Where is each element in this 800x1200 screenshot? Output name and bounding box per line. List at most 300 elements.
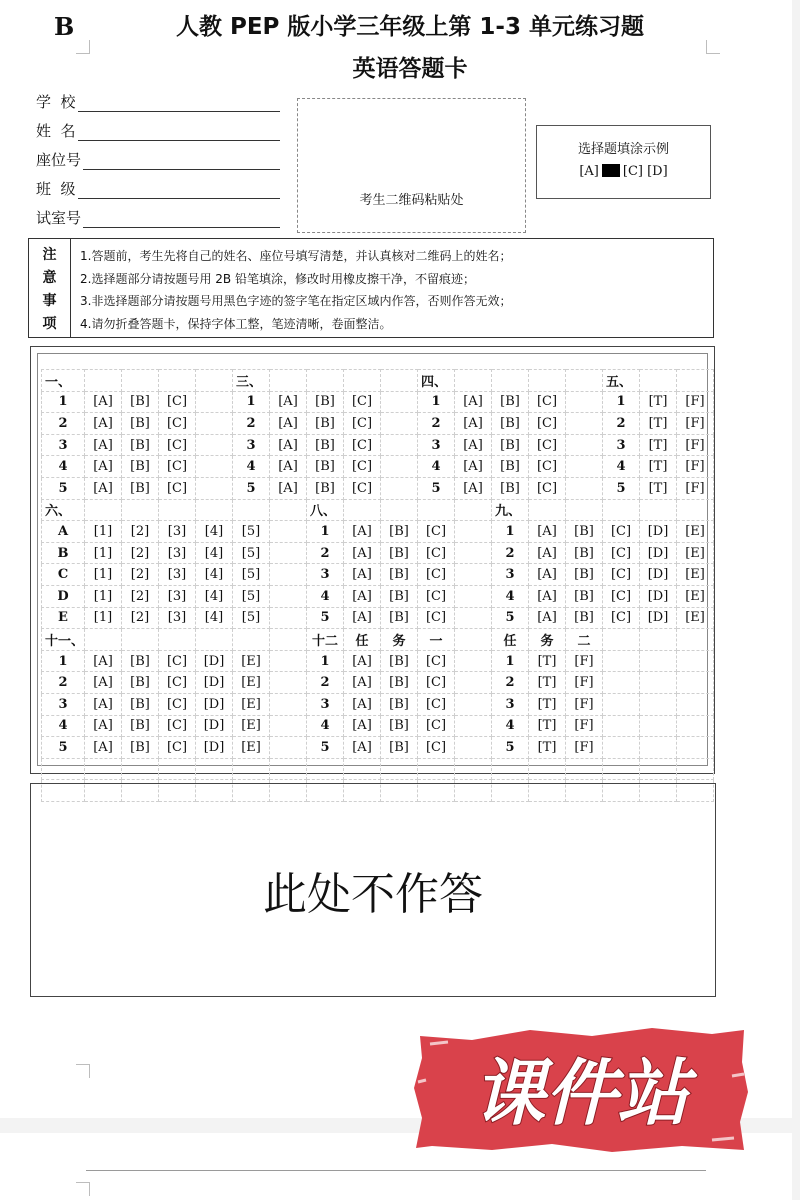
answer-bubble[interactable]: [B] (566, 521, 603, 543)
answer-bubble[interactable]: [F] (566, 672, 603, 694)
answer-bubble[interactable]: [C] (603, 564, 640, 586)
seat-number-field[interactable] (36, 146, 286, 170)
answer-bubble[interactable]: [5] (233, 585, 270, 607)
answer-bubble[interactable]: [C] (418, 672, 455, 694)
question-number: B (42, 542, 85, 564)
empty-cell (455, 585, 492, 607)
answer-bubble[interactable]: [3] (159, 542, 196, 564)
answer-bubble[interactable]: [A] (344, 693, 381, 715)
answer-bubble[interactable]: [4] (196, 607, 233, 629)
question-number: 3 (492, 564, 529, 586)
empty-cell (455, 542, 492, 564)
answer-bubble[interactable]: [T] (529, 693, 566, 715)
answer-bubble[interactable]: [A] (344, 737, 381, 759)
answer-bubble[interactable]: [C] (344, 434, 381, 456)
empty-cell (455, 650, 492, 672)
crop-mark (76, 1064, 90, 1078)
answer-bubble[interactable]: [B] (381, 585, 418, 607)
answer-bubble[interactable]: [A] (344, 715, 381, 737)
empty-cell (196, 434, 233, 456)
question-number: 2 (492, 542, 529, 564)
watermark-text: 课件站 (472, 1051, 690, 1135)
answer-bubble[interactable]: [4] (196, 585, 233, 607)
answer-bubble[interactable]: [E] (233, 693, 270, 715)
empty-cell (196, 499, 233, 521)
answer-bubble[interactable]: [B] (492, 456, 529, 478)
question-number: 4 (307, 715, 344, 737)
answer-bubble[interactable]: [A] (85, 650, 122, 672)
answer-bubble[interactable]: [D] (196, 672, 233, 694)
answer-grid-row (42, 521, 714, 543)
answer-bubble[interactable]: [F] (677, 456, 714, 478)
answer-bubble[interactable]: [F] (566, 737, 603, 759)
answer-bubble[interactable]: [F] (566, 715, 603, 737)
answer-bubble[interactable]: [C] (603, 542, 640, 564)
answer-bubble[interactable]: [1] (85, 585, 122, 607)
answer-bubble[interactable]: [B] (122, 456, 159, 478)
answer-bubble[interactable]: [A] (529, 542, 566, 564)
answer-bubble[interactable]: [T] (529, 672, 566, 694)
answer-bubble[interactable]: [C] (344, 477, 381, 499)
question-number: 1 (42, 391, 85, 413)
answer-bubble[interactable]: [E] (677, 542, 714, 564)
answer-bubble[interactable]: [D] (640, 585, 677, 607)
answer-bubble[interactable]: [B] (492, 413, 529, 435)
answer-bubble[interactable]: [3] (159, 585, 196, 607)
empty-cell (344, 758, 381, 780)
question-number: 5 (603, 477, 640, 499)
answer-bubble[interactable]: [C] (418, 693, 455, 715)
empty-cell (233, 629, 270, 651)
school-field[interactable] (36, 88, 286, 112)
empty-cell (529, 758, 566, 780)
answer-bubble[interactable]: [2] (122, 542, 159, 564)
answer-bubble[interactable]: [T] (640, 434, 677, 456)
empty-cell (640, 672, 677, 694)
answer-bubble[interactable]: [C] (159, 715, 196, 737)
answer-bubble[interactable]: [T] (640, 456, 677, 478)
question-number: 4 (418, 456, 455, 478)
question-number: 2 (42, 413, 85, 435)
question-number: A (42, 521, 85, 543)
next-page-rule (86, 1170, 706, 1171)
empty-cell (603, 737, 640, 759)
answer-bubble[interactable]: [B] (122, 434, 159, 456)
field-underline (78, 123, 280, 141)
empty-cell (122, 370, 159, 392)
answer-bubble[interactable]: [C] (159, 391, 196, 413)
answer-bubble[interactable]: [D] (640, 607, 677, 629)
class-field[interactable] (36, 175, 286, 199)
answer-bubble[interactable]: [C] (159, 650, 196, 672)
answer-bubble[interactable]: [C] (344, 413, 381, 435)
answer-bubble[interactable]: [C] (159, 737, 196, 759)
question-number: 5 (418, 477, 455, 499)
answer-bubble[interactable]: [C] (159, 413, 196, 435)
answer-bubble[interactable]: [F] (566, 650, 603, 672)
answer-bubble[interactable]: [C] (159, 477, 196, 499)
answer-bubble[interactable]: [T] (529, 737, 566, 759)
empty-cell (381, 499, 418, 521)
answer-bubble[interactable]: [B] (122, 650, 159, 672)
answer-bubble[interactable]: [C] (418, 564, 455, 586)
answer-bubble[interactable]: [B] (566, 607, 603, 629)
answer-bubble[interactable]: [D] (196, 650, 233, 672)
question-number: 5 (42, 477, 85, 499)
empty-cell (196, 370, 233, 392)
answer-grid-row (42, 650, 714, 672)
answer-bubble[interactable]: [F] (677, 413, 714, 435)
empty-cell (640, 715, 677, 737)
answer-bubble[interactable]: [B] (381, 521, 418, 543)
answer-bubble[interactable]: [B] (381, 542, 418, 564)
answer-bubble[interactable]: [B] (122, 413, 159, 435)
answer-bubble[interactable]: [T] (640, 413, 677, 435)
empty-cell (603, 650, 640, 672)
answer-bubble[interactable]: [C] (159, 693, 196, 715)
answer-bubble[interactable]: [B] (381, 564, 418, 586)
answer-bubble[interactable]: [C] (418, 542, 455, 564)
empty-cell (455, 737, 492, 759)
question-number: 5 (233, 477, 270, 499)
answer-bubble[interactable]: [D] (640, 521, 677, 543)
example-option-cd: [C] [D] (622, 164, 668, 179)
empty-cell (640, 650, 677, 672)
empty-cell (270, 672, 307, 694)
answer-bubble[interactable]: [E] (677, 564, 714, 586)
filled-bubble-icon (602, 164, 620, 177)
section-header-char: 二 (566, 629, 603, 651)
crop-mark (76, 40, 90, 54)
answer-bubble[interactable]: [A] (344, 607, 381, 629)
notice-item: 2.选择题部分请按题号用 2B 铅笔填涂，修改时用橡皮擦干净，不留痕迹； (80, 271, 475, 286)
answer-bubble[interactable]: [B] (566, 542, 603, 564)
answer-bubble[interactable]: [C] (159, 434, 196, 456)
page-letter: B (54, 12, 75, 41)
question-number: 2 (307, 672, 344, 694)
empty-cell (566, 477, 603, 499)
answer-bubble[interactable]: [C] (418, 585, 455, 607)
empty-cell (381, 477, 418, 499)
empty-cell (566, 413, 603, 435)
fill-example-box (536, 125, 711, 199)
answer-bubble[interactable]: [A] (270, 477, 307, 499)
example-option-a: [A] (579, 164, 599, 179)
answer-bubble[interactable]: [A] (85, 737, 122, 759)
empty-cell (159, 499, 196, 521)
answer-bubble[interactable]: [D] (640, 564, 677, 586)
answer-bubble[interactable]: [4] (196, 564, 233, 586)
answer-bubble[interactable]: [4] (196, 542, 233, 564)
question-number: 1 (307, 521, 344, 543)
answer-bubble[interactable]: [B] (566, 564, 603, 586)
answer-bubble[interactable]: [A] (85, 413, 122, 435)
empty-cell (122, 629, 159, 651)
answer-bubble[interactable]: [B] (381, 715, 418, 737)
answer-bubble[interactable]: [B] (307, 434, 344, 456)
section-header: 九、 (492, 499, 529, 521)
empty-cell (677, 758, 714, 780)
answer-bubble[interactable]: [B] (307, 477, 344, 499)
answer-bubble[interactable]: [5] (233, 607, 270, 629)
answer-bubble[interactable]: [B] (122, 391, 159, 413)
answer-bubble[interactable]: [A] (85, 456, 122, 478)
answer-grid-row (42, 542, 714, 564)
empty-cell (85, 629, 122, 651)
answer-bubble[interactable]: [A] (344, 585, 381, 607)
question-number: 4 (492, 715, 529, 737)
answer-bubble[interactable]: [C] (159, 456, 196, 478)
answer-bubble[interactable]: [A] (455, 391, 492, 413)
question-number: 3 (42, 693, 85, 715)
answer-bubble[interactable]: [A] (270, 413, 307, 435)
empty-cell (566, 758, 603, 780)
answer-bubble[interactable]: [A] (529, 607, 566, 629)
answer-bubble[interactable]: [1] (85, 542, 122, 564)
question-number: 4 (307, 585, 344, 607)
answer-bubble[interactable]: [A] (85, 434, 122, 456)
answer-bubble[interactable]: [2] (122, 607, 159, 629)
answer-bubble[interactable]: [B] (307, 391, 344, 413)
question-number: 1 (42, 650, 85, 672)
answer-bubble[interactable]: [C] (529, 456, 566, 478)
empty-cell (381, 370, 418, 392)
question-number: 4 (42, 715, 85, 737)
empty-cell (640, 758, 677, 780)
empty-cell (270, 758, 307, 780)
empty-cell (492, 370, 529, 392)
answer-bubble[interactable]: [A] (270, 434, 307, 456)
answer-grid-row (42, 477, 714, 499)
empty-cell (566, 456, 603, 478)
answer-bubble[interactable]: [C] (529, 477, 566, 499)
question-number: 1 (492, 650, 529, 672)
answer-bubble[interactable]: [A] (344, 542, 381, 564)
question-number: 5 (492, 737, 529, 759)
empty-cell (455, 715, 492, 737)
answer-bubble[interactable]: [2] (122, 521, 159, 543)
answer-bubble[interactable]: [E] (677, 521, 714, 543)
answer-bubble[interactable]: [E] (233, 737, 270, 759)
question-number: 3 (418, 434, 455, 456)
section-header-char: 十二 (307, 629, 344, 651)
answer-bubble[interactable]: [T] (529, 715, 566, 737)
answer-bubble[interactable]: [B] (122, 672, 159, 694)
answer-bubble[interactable]: [A] (455, 434, 492, 456)
field-label: 班 级 (36, 180, 76, 198)
answer-bubble[interactable]: [F] (677, 391, 714, 413)
name-field[interactable] (36, 117, 286, 141)
answer-bubble[interactable]: [A] (455, 413, 492, 435)
empty-cell (640, 370, 677, 392)
empty-cell (455, 693, 492, 715)
empty-cell (677, 499, 714, 521)
answer-bubble[interactable]: [A] (85, 693, 122, 715)
empty-cell (159, 370, 196, 392)
crop-mark (76, 1182, 90, 1196)
empty-cell (603, 499, 640, 521)
answer-bubble[interactable]: [B] (381, 737, 418, 759)
empty-cell (42, 758, 85, 780)
answer-bubble[interactable]: [B] (307, 413, 344, 435)
empty-cell (603, 693, 640, 715)
answer-bubble[interactable]: [E] (233, 672, 270, 694)
answer-bubble[interactable]: [5] (233, 564, 270, 586)
answer-grid-row (42, 585, 714, 607)
empty-cell (270, 715, 307, 737)
empty-cell (270, 693, 307, 715)
answer-bubble[interactable]: [C] (344, 391, 381, 413)
empty-cell (85, 499, 122, 521)
answer-bubble[interactable]: [A] (85, 715, 122, 737)
answer-bubble[interactable]: [A] (85, 672, 122, 694)
answer-bubble[interactable]: [C] (418, 737, 455, 759)
answer-bubble[interactable]: [B] (307, 456, 344, 478)
answer-bubble[interactable]: [B] (492, 391, 529, 413)
question-number: C (42, 564, 85, 586)
empty-cell (418, 758, 455, 780)
answer-bubble[interactable]: [5] (233, 542, 270, 564)
question-number: 1 (233, 391, 270, 413)
answer-bubble[interactable]: [C] (529, 434, 566, 456)
answer-bubble[interactable]: [B] (492, 477, 529, 499)
answer-bubble[interactable]: [C] (603, 585, 640, 607)
empty-cell (529, 370, 566, 392)
no-answer-area (30, 783, 716, 997)
empty-cell (677, 715, 714, 737)
empty-cell (603, 758, 640, 780)
answer-bubble[interactable]: [D] (196, 715, 233, 737)
section-header: 八、 (307, 499, 344, 521)
section-header: 四、 (418, 370, 455, 392)
answer-bubble[interactable]: [B] (492, 434, 529, 456)
answer-bubble[interactable]: [3] (159, 564, 196, 586)
answer-bubble[interactable]: [2] (122, 585, 159, 607)
answer-grid-row (42, 737, 714, 759)
answer-bubble[interactable]: [D] (196, 693, 233, 715)
question-number: E (42, 607, 85, 629)
answer-bubble[interactable]: [C] (159, 672, 196, 694)
answer-bubble[interactable]: [A] (529, 585, 566, 607)
answer-bubble[interactable]: [5] (233, 521, 270, 543)
answer-bubble[interactable]: [C] (418, 715, 455, 737)
answer-bubble[interactable]: [F] (677, 434, 714, 456)
field-underline (78, 94, 280, 112)
answer-grid-row (42, 456, 714, 478)
section-header-char: 务 (381, 629, 418, 651)
empty-cell (381, 413, 418, 435)
answer-bubble[interactable]: [C] (603, 607, 640, 629)
question-number: 4 (492, 585, 529, 607)
qr-code-sticker-area (297, 98, 526, 233)
answer-bubble[interactable]: [A] (455, 456, 492, 478)
exam-room-field[interactable] (36, 204, 286, 228)
answer-bubble[interactable]: [B] (122, 715, 159, 737)
empty-cell (307, 370, 344, 392)
answer-bubble[interactable]: [4] (196, 521, 233, 543)
answer-bubble[interactable]: [A] (455, 477, 492, 499)
answer-bubble[interactable]: [2] (122, 564, 159, 586)
answer-bubble[interactable]: [A] (85, 477, 122, 499)
answer-bubble[interactable]: [C] (529, 413, 566, 435)
answer-bubble[interactable]: [B] (566, 585, 603, 607)
notice-label-char: 意 (42, 269, 57, 286)
question-number: 3 (233, 434, 270, 456)
empty-cell (677, 672, 714, 694)
answer-bubble[interactable]: [A] (344, 521, 381, 543)
answer-bubble[interactable]: [1] (85, 564, 122, 586)
answer-bubble[interactable]: [A] (344, 650, 381, 672)
empty-cell (270, 650, 307, 672)
empty-cell (566, 391, 603, 413)
answer-bubble[interactable]: [A] (270, 391, 307, 413)
watermark-logo (412, 1022, 750, 1156)
answer-bubble[interactable]: [E] (233, 715, 270, 737)
answer-grid-row (42, 434, 714, 456)
answer-bubble[interactable]: [B] (122, 737, 159, 759)
answer-bubble[interactable]: [A] (529, 521, 566, 543)
answer-bubble[interactable]: [C] (418, 521, 455, 543)
answer-bubble[interactable]: [T] (529, 650, 566, 672)
question-number: 4 (42, 456, 85, 478)
answer-bubble[interactable]: [F] (566, 693, 603, 715)
field-underline (83, 210, 280, 228)
empty-cell (603, 715, 640, 737)
question-number: 5 (307, 737, 344, 759)
answer-bubble[interactable]: [B] (381, 607, 418, 629)
answer-bubble[interactable]: [C] (418, 607, 455, 629)
answer-bubble[interactable]: [B] (122, 693, 159, 715)
answer-bubble[interactable]: [1] (85, 607, 122, 629)
answer-bubble[interactable]: [A] (344, 672, 381, 694)
answer-bubble[interactable]: [3] (159, 607, 196, 629)
answer-bubble[interactable]: [C] (344, 456, 381, 478)
answer-bubble[interactable]: [F] (677, 477, 714, 499)
answer-bubble[interactable]: [T] (640, 477, 677, 499)
answer-bubble[interactable]: [E] (677, 585, 714, 607)
empty-cell (455, 629, 492, 651)
answer-bubble[interactable]: [T] (640, 391, 677, 413)
answer-bubble[interactable]: [A] (344, 564, 381, 586)
answer-bubble[interactable]: [3] (159, 521, 196, 543)
answer-bubble[interactable]: [C] (418, 650, 455, 672)
question-number: 3 (42, 434, 85, 456)
answer-bubble[interactable]: [A] (270, 456, 307, 478)
question-number: 4 (603, 456, 640, 478)
answer-bubble[interactable]: [E] (677, 607, 714, 629)
answer-bubble[interactable]: [B] (122, 477, 159, 499)
answer-bubble[interactable]: [1] (85, 521, 122, 543)
answer-grid-row (42, 758, 714, 780)
empty-cell (566, 499, 603, 521)
answer-bubble[interactable]: [A] (529, 564, 566, 586)
answer-bubble[interactable]: [A] (85, 391, 122, 413)
answer-bubble[interactable]: [B] (381, 693, 418, 715)
answer-bubble[interactable]: [B] (381, 650, 418, 672)
answer-bubble[interactable]: [D] (640, 542, 677, 564)
answer-bubble[interactable]: [B] (381, 672, 418, 694)
empty-cell (640, 693, 677, 715)
empty-cell (455, 672, 492, 694)
answer-bubble[interactable]: [D] (196, 737, 233, 759)
answer-bubble[interactable]: [E] (233, 650, 270, 672)
empty-cell (566, 434, 603, 456)
empty-cell (196, 758, 233, 780)
empty-cell (381, 434, 418, 456)
answer-bubble[interactable]: [C] (603, 521, 640, 543)
empty-cell (270, 585, 307, 607)
answer-bubble[interactable]: [C] (529, 391, 566, 413)
